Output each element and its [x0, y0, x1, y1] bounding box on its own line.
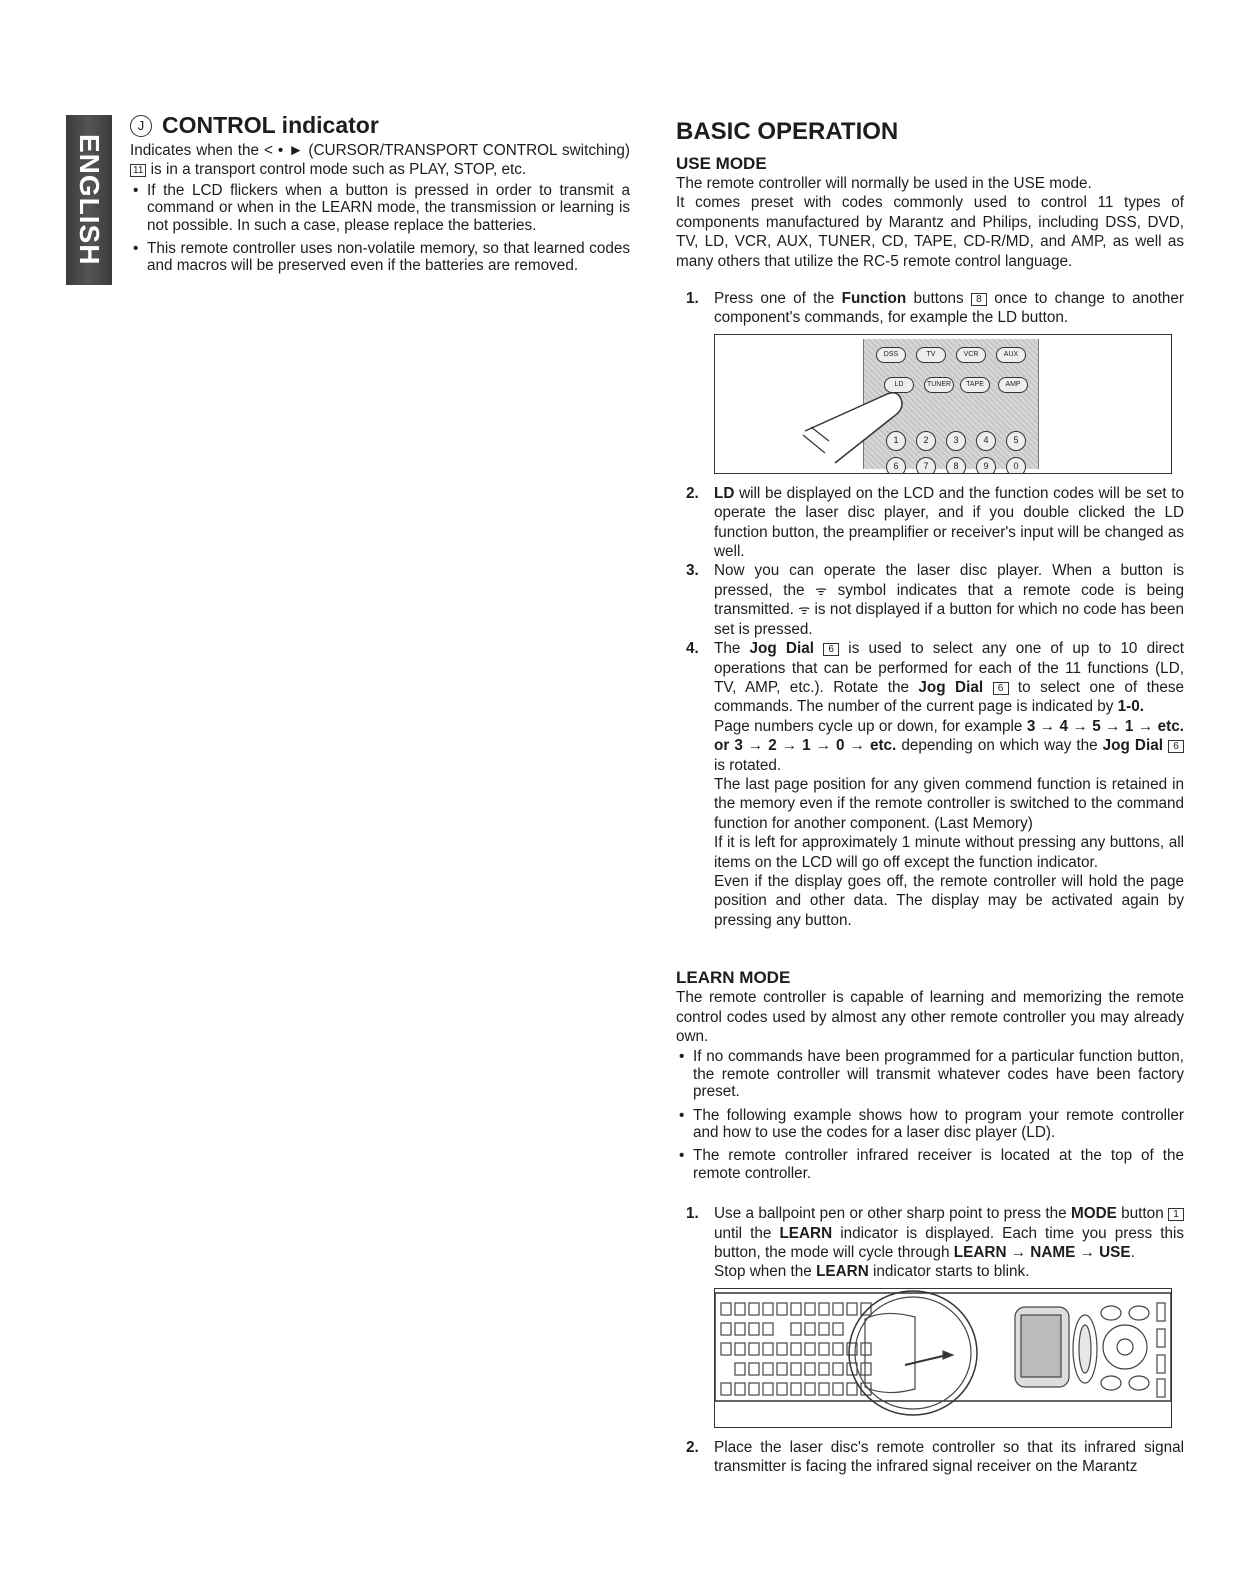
remote-button: AUX	[996, 347, 1026, 363]
step-text: symbol indicates that a remote code is being transmitted.	[714, 581, 1184, 619]
callout-number: 8	[971, 293, 987, 306]
step-text: The	[714, 640, 750, 658]
use-mode-title: USE MODE	[676, 154, 767, 173]
step-bold: LEARN	[816, 1263, 869, 1281]
step-text: If it is left for approximately 1 minute without pressing any buttons, all items on the LCD will go off except the function indicator.	[714, 834, 1184, 871]
control-bullets	[130, 182, 630, 275]
control-intro-text-b: is in a transport control mode such as PLAY, STOP, etc.	[150, 161, 527, 179]
control-intro	[130, 141, 630, 180]
step-bold: Function	[841, 290, 907, 308]
transmit-icon: ᯤ	[815, 582, 828, 598]
learn-step-2	[676, 1438, 1184, 1477]
remote-button: AMP	[998, 377, 1028, 393]
step-text: buttons	[906, 290, 971, 308]
section-marker-icon: J	[130, 115, 152, 137]
step-text: is not displayed if a button for which no code has been set is pressed.	[714, 601, 1184, 638]
remote-button: 3	[946, 431, 966, 451]
list-item: • The following example shows how to program your remote controller and how to use the codes for a laser disc player (LD).	[676, 1107, 1184, 1142]
step-text: Stop when the	[714, 1263, 817, 1281]
step-text: Now you can operate the laser disc player. When a button is pressed, the	[714, 562, 1184, 599]
control-heading	[130, 112, 630, 139]
use-mode-steps	[676, 289, 1184, 328]
learn-mode-figure	[714, 1288, 1172, 1428]
step-text: Use a ballpoint pen or other sharp point to press the	[714, 1205, 1071, 1223]
learn-mode-steps	[676, 1204, 1184, 1282]
use-step-3	[676, 561, 1184, 639]
remote-button: TAPE	[960, 377, 990, 393]
step-text: Place the laser disc's remote controller so that its infrared signal transmitter is facing the infrared signal receiver on the Marantz	[714, 1438, 1184, 1476]
use-mode-para1: The remote controller will normally be used in the USE mode.	[676, 175, 1092, 192]
language-tab-label: ENGLISH	[74, 134, 105, 266]
transmit-icon: ᯤ	[798, 602, 811, 618]
remote-button: VCR	[956, 347, 986, 363]
remote-button: LD	[884, 377, 914, 393]
step-text: is rotated.	[714, 756, 782, 774]
remote-top-illustration	[715, 1289, 1171, 1427]
step-text: indicator starts to blink.	[868, 1263, 1030, 1281]
remote-button: 5	[1006, 431, 1026, 451]
remote-button: TV	[916, 347, 946, 363]
remote-button: 1	[886, 431, 906, 451]
language-side-tab	[66, 115, 112, 285]
control-title: CONTROL indicator	[162, 112, 379, 138]
callout-number: 6	[993, 682, 1009, 695]
step-text: The last page position for any given commend function is retained in the memory even if the remote controller is switched to the command function for another component. (Last Memory)	[714, 775, 1184, 832]
learn-mode-bullets	[676, 1048, 1184, 1182]
remote-button: 6	[886, 457, 906, 474]
remote-button: 4	[976, 431, 996, 451]
learn-mode-para: The remote controller is capable of learning and memorizing the remote control codes used by almost any other remote controller you may already own.	[676, 989, 1184, 1045]
step-text: indicator is displayed. Each time you press this button, the mode will cycle through	[714, 1224, 1185, 1262]
step-text: depending on which way the	[896, 737, 1103, 755]
learn-mode-steps-cont	[676, 1438, 1184, 1477]
step-text: Page numbers cycle up or down, for example	[714, 717, 1027, 735]
callout-number: 6	[1168, 740, 1184, 753]
mode-cycle: LEARN → NAME → USE	[953, 1244, 1131, 1262]
step-text: once to change to another component's commands, for example the LD button.	[714, 290, 1184, 327]
list-item: • This remote controller uses non-volatile memory, so that learned codes and macros will be preserved even if the batteries are removed.	[130, 240, 630, 275]
learn-mode-title: LEARN MODE	[676, 968, 791, 988]
remote-button: 2	[916, 431, 936, 451]
basic-operation-section	[676, 118, 1184, 1477]
step-number: 4.	[686, 640, 699, 658]
remote-button: 7	[916, 457, 936, 474]
remote-button: 8	[946, 457, 966, 474]
remote-button: 0	[1006, 457, 1026, 474]
step-number: 1.	[686, 290, 699, 308]
step-bold: LEARN	[779, 1224, 833, 1242]
basic-operation-title: BASIC OPERATION	[676, 118, 899, 145]
remote-button: DSS	[876, 347, 906, 363]
list-item: • If no commands have been programmed for a particular function button, the remote controller will transmit whatever codes have been factory preset.	[676, 1048, 1184, 1100]
step-text: Even if the display goes off, the remote controller will hold the page position and other data. The display may be activated again by pressing any button.	[714, 872, 1184, 929]
function-buttons-figure	[714, 334, 1172, 474]
remote-button: 9	[976, 457, 996, 474]
control-intro-text-a: Indicates when the < • ► (CURSOR/TRANSPORT CONTROL switching)	[130, 142, 630, 159]
control-indicator-section	[130, 112, 630, 275]
list-item: • The remote controller infrared receiver is located at the top of the remote controller.	[676, 1147, 1184, 1182]
step-bold: MODE	[1070, 1205, 1117, 1223]
step-bold: Jog Dial	[749, 640, 814, 658]
use-step-1	[676, 289, 1184, 328]
step-number: 2.	[686, 484, 699, 502]
step-number: 1.	[686, 1205, 699, 1223]
use-mode-steps-cont	[676, 484, 1184, 930]
step-text: is used to select any one of up to 10 direct operations that can be performed for each of the 11 functions (LD, TV, AMP, etc.). Rotate the	[714, 640, 1185, 696]
step-text: until the	[714, 1224, 780, 1242]
callout-number: 1	[1168, 1208, 1184, 1221]
use-step-4	[676, 639, 1184, 930]
use-mode-para2: It comes preset with codes commonly used to control 11 types of components manufactured by Marantz and Philips, including DSS, DVD, TV, LD, VCR, AUX, TUNER, CD, TAPE, CD-R/MD, and AMP, as well as many others that utilize the RC-5 remote control language.	[676, 194, 1184, 270]
step-number: 2.	[686, 1438, 699, 1456]
list-item: • If the LCD flickers when a button is pressed in order to transmit a command or when in the LEARN mode, the transmission or learning is not possible. In such a case, please replace the batteries.	[130, 182, 630, 234]
step-text: .	[1130, 1244, 1135, 1262]
page-sequence: 3 → 4 → 5 → 1 → etc. or 3 → 2 → 1 → 0 → etc.	[714, 717, 1184, 755]
step-bold: Jog Dial	[1102, 737, 1163, 755]
step-bold: LD	[714, 484, 735, 502]
step-number: 3.	[686, 562, 699, 580]
use-step-2	[676, 484, 1184, 562]
step-text: to select one of these commands. The number of the current page is indicated by	[714, 678, 1185, 716]
page-range-indicator: 1-0.	[1117, 698, 1144, 716]
finger-pointer-illustration	[715, 335, 1171, 473]
learn-step-1	[676, 1204, 1184, 1282]
step-text: Press one of the	[714, 290, 842, 308]
step-bold: Jog Dial	[918, 678, 984, 696]
callout-number: 6	[823, 643, 839, 656]
callout-number: 11	[130, 164, 146, 177]
remote-button: TUNER	[924, 377, 954, 393]
step-text: will be displayed on the LCD and the function codes will be set to operate the laser disc player, and if you double clicked the LD function button, the preamplifier or receiver's input will be changed as well.	[714, 484, 1184, 561]
step-text: button	[1116, 1205, 1169, 1223]
